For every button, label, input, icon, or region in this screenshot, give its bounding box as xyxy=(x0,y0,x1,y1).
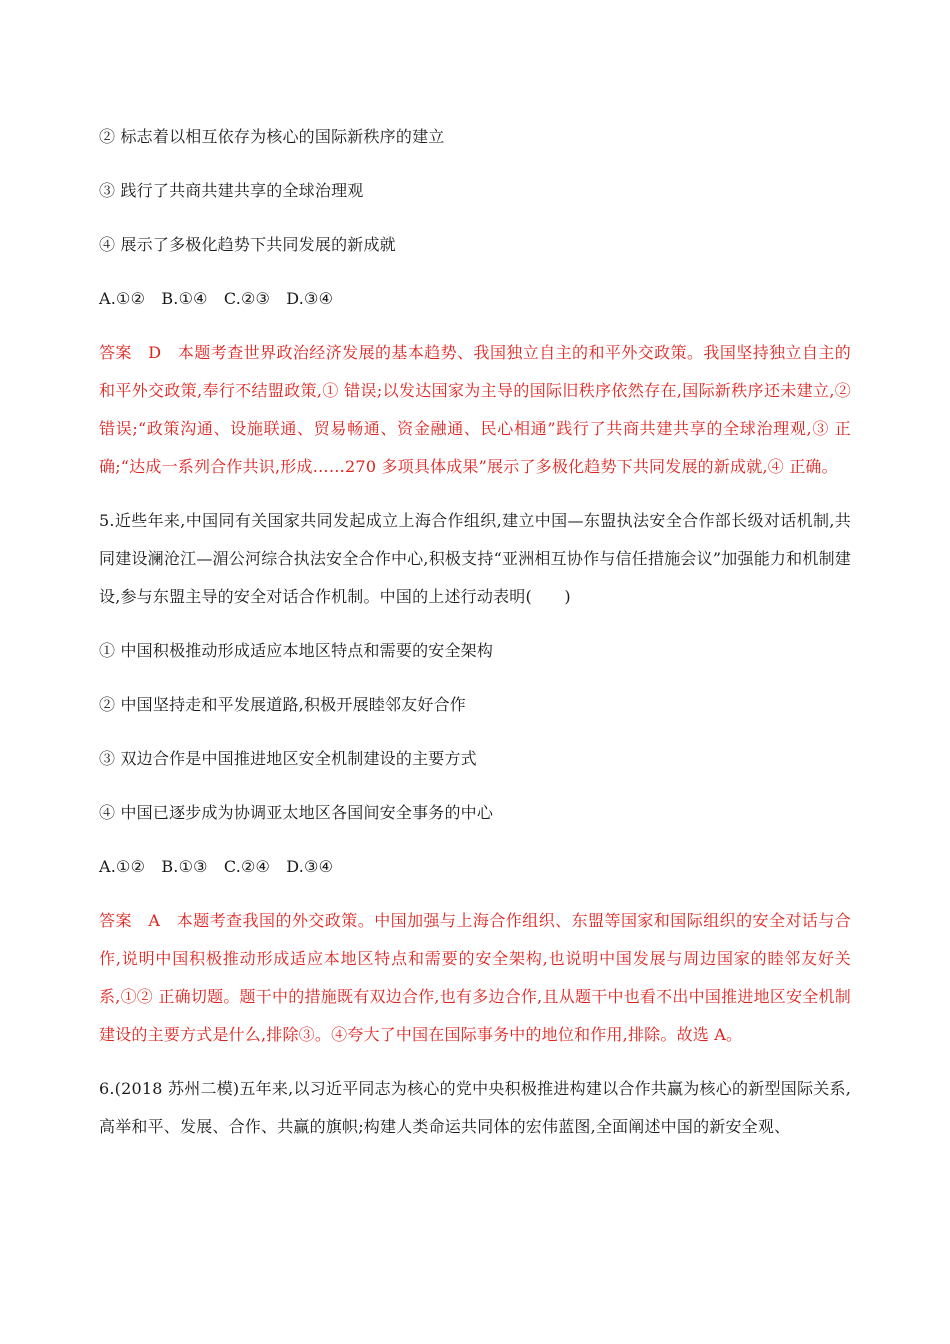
q5-option-3: ③ 双边合作是中国推进地区安全机制建设的主要方式 xyxy=(99,749,477,768)
q5-answer: 答案 A 本题考查我国的外交政策。中国加强与上海合作组织、东盟等国家和国际组织的安全对话与合作,说明中国积极推动形成适应本地区特点和需要的安全架构,也说明中国发展与周边国家的睦邻友好关系,①② 正确切题。题干中的措施既有双边合作,也有多边合作,且从题干中也看不出中国推进地区安全机制建设的主要方式是什么,排除③。④夸大了中国在国际事务中的地位和作用,排除。故选 A。 xyxy=(99,911,851,1044)
q5-option-2: ② 中国坚持走和平发展道路,积极开展睦邻友好合作 xyxy=(99,695,466,714)
q5-stem: 5.近些年来,中国同有关国家共同发起成立上海合作组织,建立中国—东盟执法安全合作部长级对话机制,共同建设澜沧江—湄公河综合执法安全合作中心,积极支持“亚洲相互协作与信任措施会议”加强能力和机制建设,参与东盟主导的安全对话合作机制。中国的上述行动表明( ) xyxy=(99,511,851,606)
q5-choices: A.①② B.①③ C.②④ D.③④ xyxy=(99,857,334,876)
q4-choices: A.①② B.①④ C.②③ D.③④ xyxy=(99,289,334,308)
document-page xyxy=(99,118,851,1146)
q4-option-2: ② 标志着以相互依存为核心的国际新秩序的建立 xyxy=(99,127,445,146)
q6-stem: 6.(2018 苏州二模)五年来,以习近平同志为核心的党中央积极推进构建以合作共赢为核心的新型国际关系,高举和平、发展、合作、共赢的旗帜;构建人类命运共同体的宏伟蓝图,全面阐述中国的新安全观、 xyxy=(99,1079,851,1136)
q4-option-4: ④ 展示了多极化趋势下共同发展的新成就 xyxy=(99,235,396,254)
q5-option-4: ④ 中国已逐步成为协调亚太地区各国间安全事务的中心 xyxy=(99,803,494,822)
q4-option-3: ③ 践行了共商共建共享的全球治理观 xyxy=(99,181,364,200)
q5-option-1: ① 中国积极推动形成适应本地区特点和需要的安全架构 xyxy=(99,641,494,660)
q4-answer: 答案 D 本题考查世界政治经济发展的基本趋势、我国独立自主的和平外交政策。我国坚持独立自主的和平外交政策,奉行不结盟政策,① 错误;以发达国家为主导的国际旧秩序依然存在,国际新秩序还未建立,② 错误;“政策沟通、设施联通、贸易畅通、资金融通、民心相通”践行了共商共建共享的全球治理观,③ 正确;“达成一系列合作共识,形成……270 多项具体成果”展示了多极化趋势下共同发展的新成就,④ 正确。 xyxy=(99,343,851,476)
